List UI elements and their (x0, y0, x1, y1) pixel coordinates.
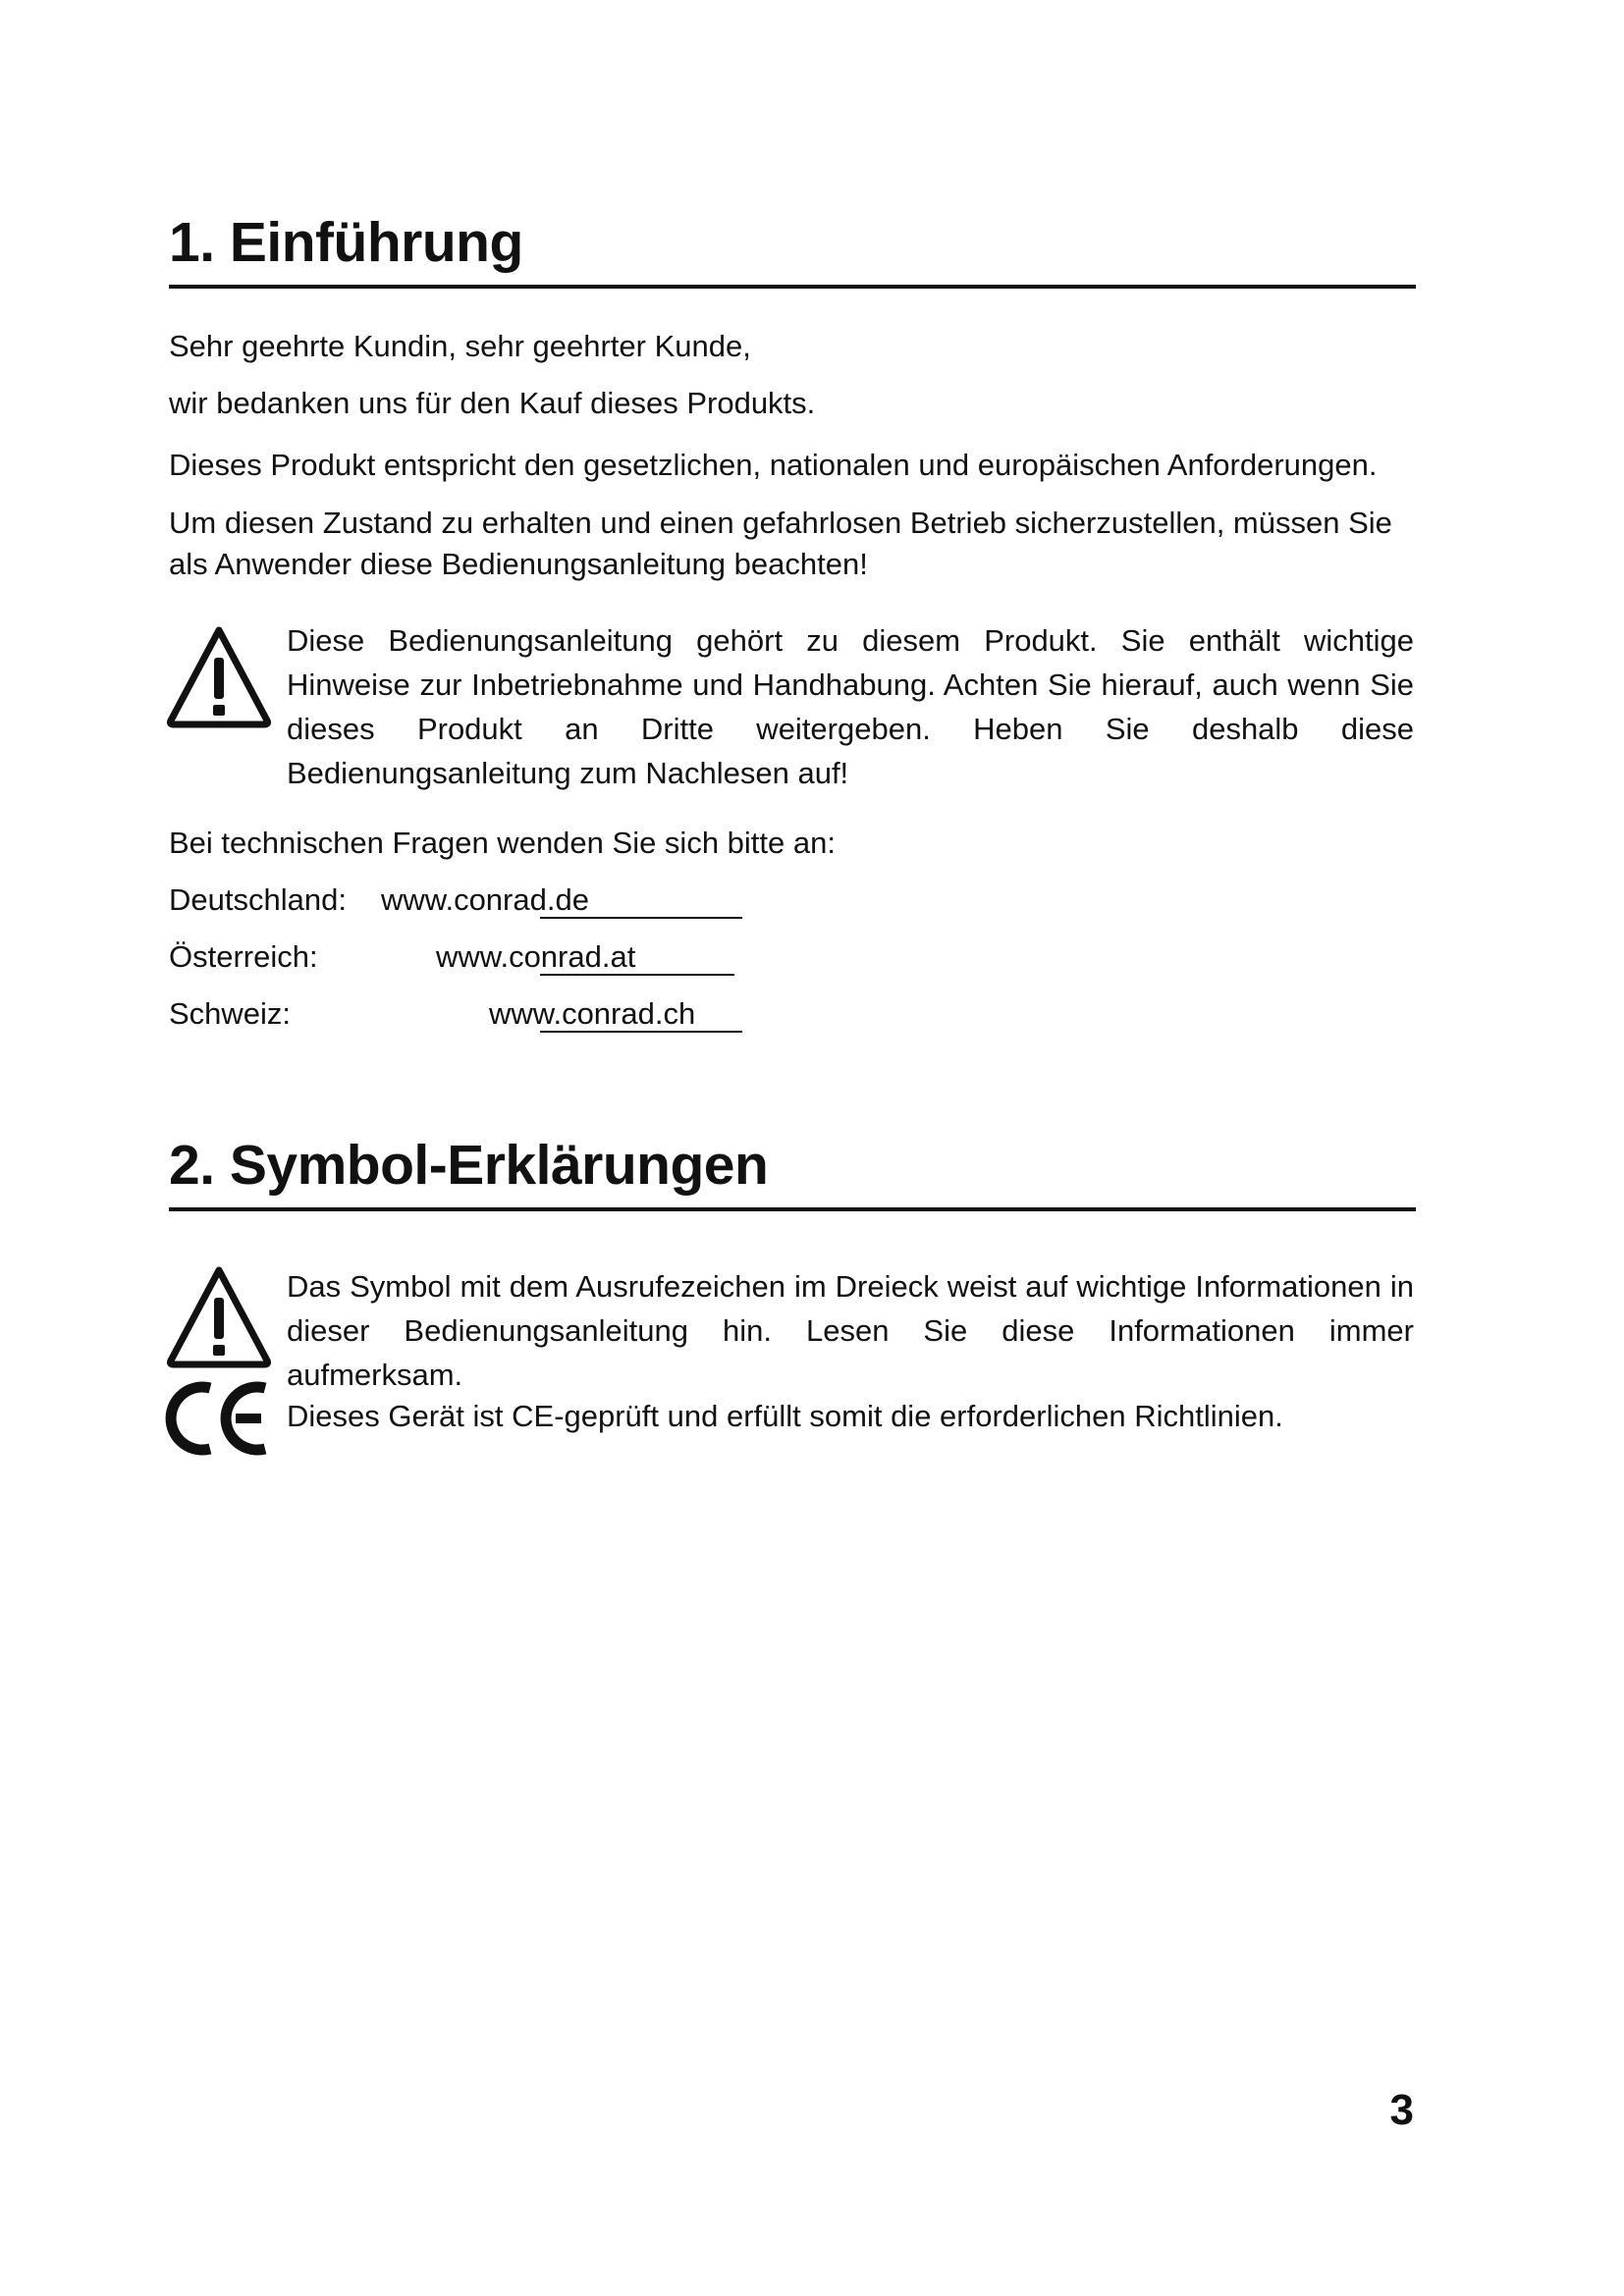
contact-row-germany (169, 880, 856, 921)
ce-mark-icon (165, 1374, 273, 1463)
contact-row-switzerland (169, 993, 856, 1035)
contact-url-link[interactable]: www.conrad.at (436, 939, 636, 974)
ce-text: Dieses Gerät ist CE-geprüft und erfüllt somit die erforderlichen Richtlinien. (287, 1399, 1283, 1433)
warning-triangle-icon (165, 622, 273, 730)
thanks-text: wir bedanken uns für den Kauf dieses Produkts. (169, 386, 816, 420)
symbol-warning-explanation (165, 1258, 1422, 1392)
underline (540, 974, 734, 976)
contact-url-link[interactable]: www.conrad.de (381, 882, 589, 917)
contact-country: Schweiz: (169, 996, 292, 1031)
greeting-text: Sehr geehrte Kundin, sehr geehrter Kunde, (169, 329, 751, 363)
section-heading-introduction: 1. Einführung (169, 208, 1416, 289)
page-number: 3 (1389, 2086, 1414, 2134)
compliance-text: Dieses Produkt entspricht den gesetzlichen, nationalen und europäischen Anforderungen. (169, 448, 1378, 482)
questions-text: Bei technischen Fragen wenden Sie sich bitte an: (169, 826, 836, 860)
warning-notice (165, 618, 1422, 795)
warning-triangle-icon (165, 1262, 273, 1370)
section-heading-symbols: 2. Symbol-Erklärungen (169, 1131, 1416, 1211)
contact-country: Deutschland: (169, 882, 347, 917)
contact-row-austria (169, 936, 856, 978)
underline (540, 917, 742, 919)
operation-text: Um diesen Zustand zu erhalten und einen gefahrlosen Betrieb sicherzustellen, müssen Sie als Anwender diese Bedienungsanleitung beachten! (169, 506, 1392, 581)
warning-notice-text: Diese Bedienungsanleitung gehört zu diesem Produkt. Sie enthält wichtige Hinweise zur Inbetriebnahme und Handhabung. Achten Sie hierauf, auch wenn Sie dieses Produkt an Dritte weitergeben. Heben Sie deshalb diese Bedienungsanleitung zum Nachlesen auf! (287, 623, 1414, 790)
contact-url-link[interactable]: www.conrad.ch (489, 996, 696, 1031)
underline (540, 1031, 742, 1033)
symbol-warning-text: Das Symbol mit dem Ausrufezeichen im Dreieck weist auf wichtige Informationen in dieser Bedienungsanleitung hin. Lesen Sie diese Informationen immer aufmerksam. (287, 1269, 1414, 1392)
contact-country: Österreich: (169, 939, 318, 974)
